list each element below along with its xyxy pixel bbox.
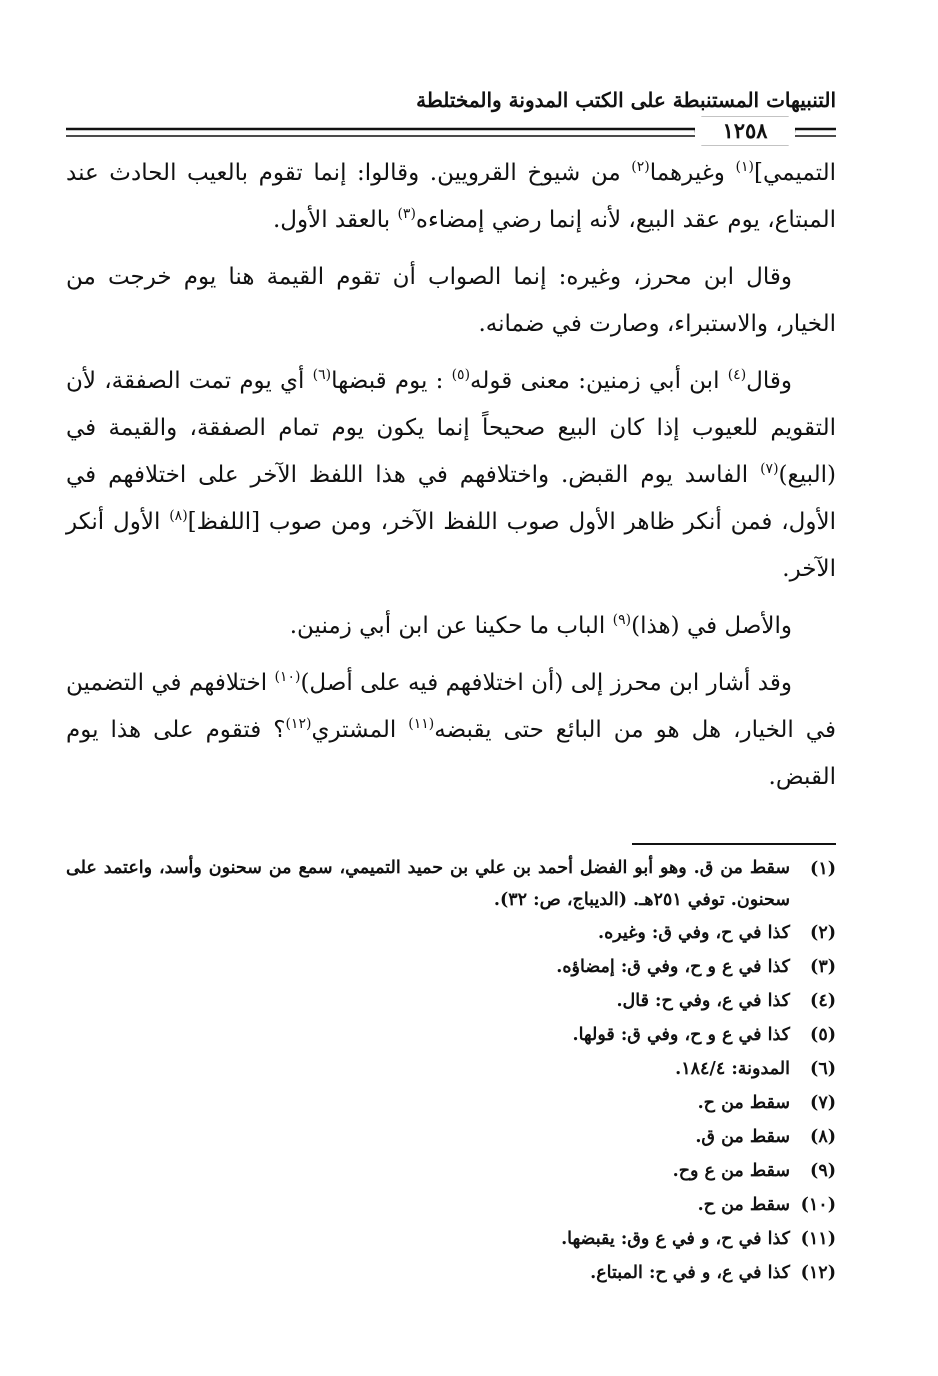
footnote-8: (٨) سقط من ق. — [695, 1127, 836, 1147]
page-number: ١٢٥٨ — [695, 117, 795, 145]
footnote-ref: (٤) — [727, 367, 747, 383]
footnote-ref: (١٠) — [274, 669, 301, 685]
footnote-ref: (٨) — [169, 508, 188, 524]
footnote-ref: (٣) — [397, 206, 416, 222]
footnote-ref: (٦) — [312, 367, 332, 383]
footnote-2: (٢) كذا في ح، وفي ق: وغيره. — [598, 923, 836, 943]
footnote-ref: (١٢) — [285, 716, 312, 732]
footnote-ref: (١١) — [408, 716, 435, 732]
footnote-6: (٦) المدونة: ١٨٤/٤. — [675, 1059, 836, 1079]
footnote-ref: (٥) — [451, 367, 471, 383]
footnote-9: (٩) سقط من ع وح. — [672, 1161, 836, 1181]
paragraph-3: وقال$^{(٤)}$ ابن أبي زمنين: معنى قوله$^{(٥)}$ : يوم قبضها$^{(٦)}$ أي يوم تمت الصفقة، لأن التقويم للعيوب إذا كان البيع صحيحاً إنما يكون يوم تمام الصفقة، والقيمة في (البيع)$^{(٧)}$ الفاسد يوم القبض. واختلافهم في هذا اللفظ الآخر على اختلافهم في الأول، فمن أنكر ظاهر الأول صوب اللفظ الآخر، ومن صوب [اللفظ]$^{(٨)}$ الأول أنكر الآخر. — [66, 367, 836, 582]
footnote-3: (٣) كذا في ع و ح، وفي ق: إمضاؤه. — [556, 957, 836, 977]
running-title: التنبيهات المستنبطة على الكتب المدونة والمختلطة — [416, 88, 836, 112]
footnote-1: (١) سقط من ق. وهو أبو الفضل أحمد بن علي بن حميد التميمي، سمع من سحنون وأسد، واعتمد على سحنون. توفي ٢٥١هـ. (الديباج، ص: ٣٢). — [66, 858, 836, 910]
footnote-separator — [632, 843, 836, 845]
footnote-5: (٥) كذا في ع و ح، وفي ق: قولها. — [572, 1025, 836, 1045]
footnote-ref: (١) — [735, 159, 754, 175]
footnote-ref: (٩) — [612, 612, 632, 628]
paragraph-4: والأصل في (هذا)$^{(٩)}$ الباب ما حكينا عن ابن أبي زمنين. — [289, 612, 792, 639]
footnote-ref: (٧) — [760, 461, 779, 477]
paragraph-2: وقال ابن محرز، وغيره: إنما الصواب أن تقوم القيمة هنا يوم خرجت من الخيار، والاستبراء، وصارت في ضمانه. — [66, 264, 836, 337]
paragraph-5: وقد أشار ابن محرز إلى (أن اختلافهم فيه على أصل)$^{(١٠)}$ اختلافهم في التضمين في الخيار، هل هو من البائع حتى يقبضه$^{(١١)}$ المشتري$^{(١٢)}$؟ فتقوم على هذا يوم القبض. — [66, 669, 836, 790]
footnote-11: (١١) كذا في ح، و في ع وق: يقبضها. — [561, 1229, 836, 1249]
footnote-12: (١٢) كذا في ع، و في ح: المبتاع. — [590, 1263, 836, 1283]
paragraph-1: التميمي]$^{(١)}$ وغيرهما$^{(٢)}$ من شيوخ القرويين. وقالوا: إنما تقوم بالعيب الحادث عند المبتاع، يوم عقد البيع، لأنه إنما رضي إمضاءه$^{(٣)}$ بالعقد الأول. — [66, 159, 836, 233]
footnote-10: (١٠) سقط من ح. — [697, 1195, 836, 1215]
footnote-ref: (٢) — [631, 159, 650, 175]
main-text — [66, 150, 836, 811]
footnote-4: (٤) كذا في ع، وفي ح: قال. — [616, 991, 836, 1011]
footnote-7: (٧) سقط من ح. — [697, 1093, 836, 1113]
footnotes — [66, 852, 836, 1290]
